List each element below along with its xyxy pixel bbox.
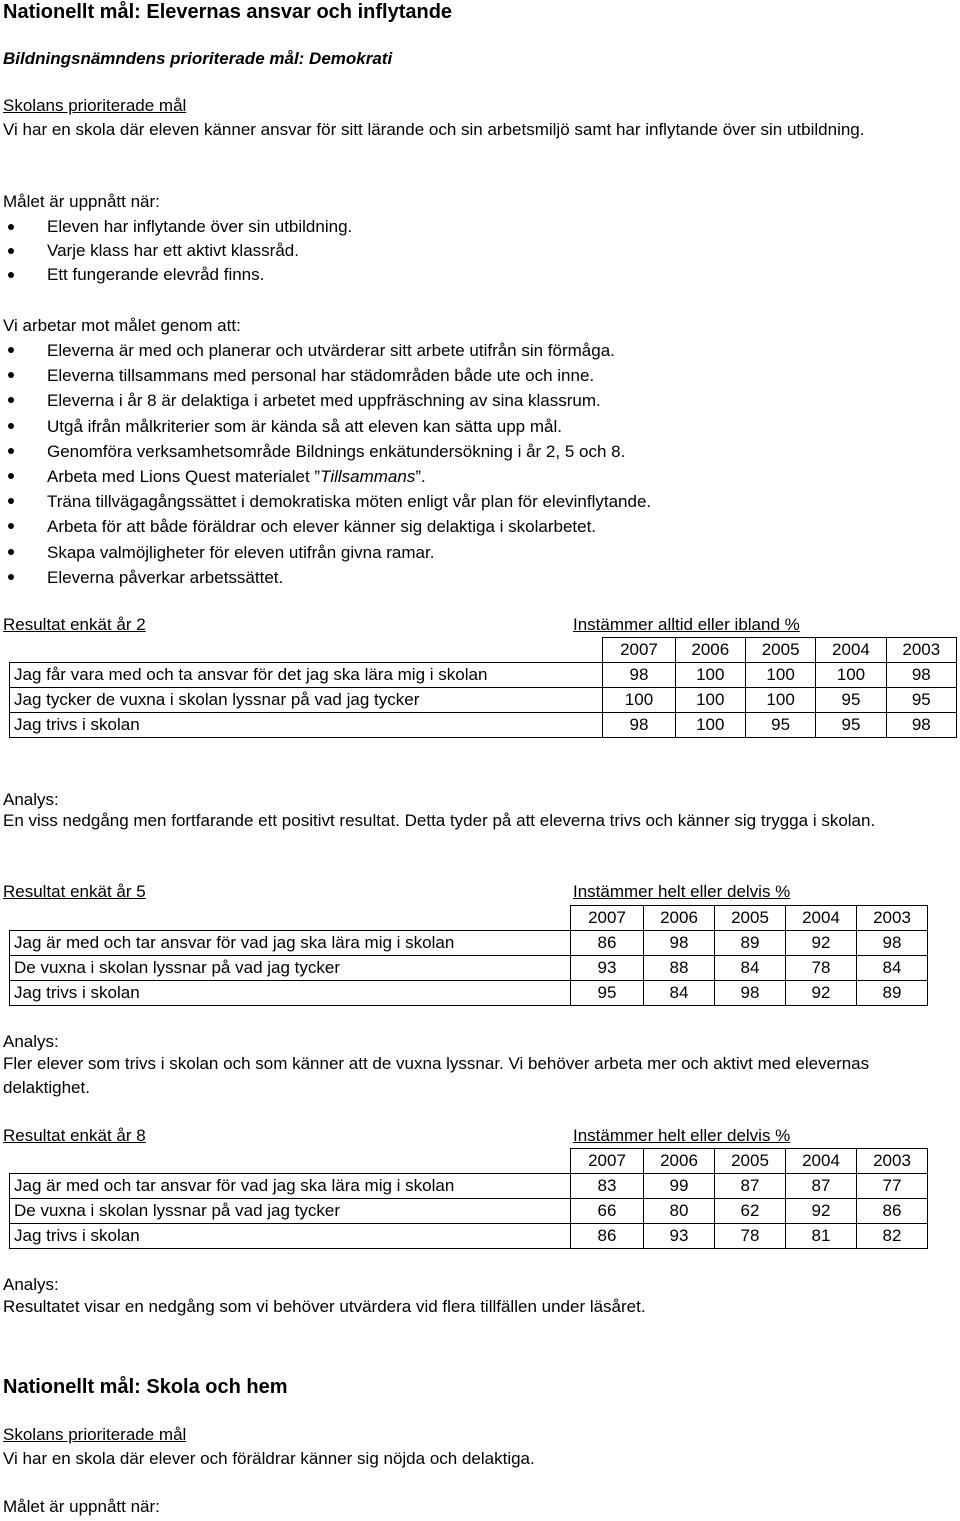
value-cell: 98 [857, 931, 928, 956]
year-header: 2004 [786, 1149, 857, 1174]
survey-5-header [3, 880, 790, 904]
list-item: Varje klass har ett aktivt klassråd. [3, 239, 953, 263]
value-cell: 100 [816, 663, 886, 688]
year-header: 2006 [644, 906, 715, 931]
list-item: Eleverna är med och planerar och utvärderar sitt arbete utifrån sin förmåga. [3, 338, 953, 363]
school-goal-text: Vi har en skola där elever och föräldrar känner sig nöjda och delaktiga. [3, 1449, 535, 1468]
value-cell: 86 [571, 1224, 644, 1249]
bullet-icon [8, 498, 14, 504]
bullet-icon [8, 473, 14, 479]
value-cell: 81 [786, 1224, 857, 1249]
achieved-heading: Målet är uppnått när: [3, 192, 160, 211]
bullet-icon [8, 423, 14, 429]
question-cell: Jag tycker de vuxna i skolan lyssnar på vad jag tycker [10, 688, 603, 713]
value-cell: 98 [886, 713, 956, 738]
list-item: Träna tillvägagångssättet i demokratiska möten enligt vår plan för elevinflytande. [3, 489, 953, 514]
table-row [10, 663, 957, 688]
value-cell: 92 [786, 931, 857, 956]
question-cell: Jag trivs i skolan [10, 713, 603, 738]
value-cell: 88 [644, 956, 715, 981]
table-row [10, 956, 928, 981]
section-title: Nationellt mål: Elevernas ansvar och inflytande [3, 1, 453, 23]
value-cell: 84 [715, 956, 786, 981]
value-cell: 98 [644, 931, 715, 956]
survey-measure: Instämmer alltid eller ibland % [573, 615, 800, 634]
list-item: Arbeta med Lions Quest materialet ”Tillsammans”. [3, 464, 953, 489]
analysis-label: Analys: [3, 1032, 59, 1051]
bullet-icon [8, 248, 14, 254]
value-cell: 100 [675, 688, 745, 713]
value-cell: 100 [603, 688, 675, 713]
question-cell: De vuxna i skolan lyssnar på vad jag tycker [10, 956, 571, 981]
school-goal-text: Vi har en skola där eleven känner ansvar för sitt lärande och sin arbetsmiljö samt har inflytande över sin utbildning. [3, 120, 865, 139]
table-header-row [10, 1149, 928, 1174]
table-row [10, 713, 957, 738]
list-item: Eleven har inflytande över sin utbildning. [3, 215, 953, 239]
year-header: 2007 [571, 906, 644, 931]
value-cell: 93 [571, 956, 644, 981]
achieved-heading: Målet är uppnått när: [3, 1497, 160, 1516]
survey-2-header [3, 613, 800, 637]
bullet-icon [8, 523, 14, 529]
list-item: Eleverna i år 8 är delaktiga i arbetet med uppfräschning av sina klassrum. [3, 388, 953, 413]
year-header: 2004 [816, 638, 886, 663]
year-header: 2006 [644, 1149, 715, 1174]
value-cell: 100 [675, 713, 745, 738]
value-cell: 62 [715, 1199, 786, 1224]
value-cell: 92 [786, 981, 857, 1006]
year-header: 2007 [571, 1149, 644, 1174]
value-cell: 100 [745, 688, 815, 713]
year-header: 2004 [786, 906, 857, 931]
work-list [3, 338, 953, 590]
survey-measure: Instämmer helt eller delvis % [573, 1126, 791, 1145]
list-item: Arbeta för att både föräldrar och elever känner sig delaktiga i skolarbetet. [3, 514, 953, 539]
value-cell: 95 [886, 688, 956, 713]
value-cell: 98 [603, 663, 675, 688]
list-item: Ett fungerande elevråd finns. [3, 263, 953, 287]
value-cell: 78 [715, 1224, 786, 1249]
year-header: 2003 [857, 906, 928, 931]
survey-2-table [9, 637, 957, 738]
section-subtitle: Bildningsnämndens prioriterade mål: Demokrati [3, 49, 393, 68]
table-header-row [10, 638, 957, 663]
value-cell: 89 [857, 981, 928, 1006]
value-cell: 99 [644, 1174, 715, 1199]
analysis-label: Analys: [3, 1275, 59, 1294]
year-header: 2005 [715, 1149, 786, 1174]
value-cell: 93 [644, 1224, 715, 1249]
list-item: Utgå ifrån målkriterier som är kända så att eleven kan sätta upp mål. [3, 414, 953, 439]
value-cell: 95 [571, 981, 644, 1006]
survey-8-table [9, 1148, 928, 1249]
value-cell: 86 [571, 931, 644, 956]
value-cell: 98 [603, 713, 675, 738]
year-header: 2005 [745, 638, 815, 663]
value-cell: 82 [857, 1224, 928, 1249]
value-cell: 80 [644, 1199, 715, 1224]
bullet-icon [8, 574, 14, 580]
school-goal-heading: Skolans prioriterade mål [3, 96, 187, 115]
question-cell: Jag är med och tar ansvar för vad jag ska lära mig i skolan [10, 1174, 571, 1199]
survey-8-header [3, 1124, 790, 1148]
bullet-icon [8, 272, 14, 278]
section-title: Nationellt mål: Skola och hem [3, 1376, 288, 1398]
bullet-icon [8, 448, 14, 454]
table-header-row [10, 906, 928, 931]
bullet-icon [8, 397, 14, 403]
value-cell: 87 [786, 1174, 857, 1199]
question-cell: Jag trivs i skolan [10, 981, 571, 1006]
year-header: 2007 [603, 638, 675, 663]
value-cell: 92 [786, 1199, 857, 1224]
question-cell: De vuxna i skolan lyssnar på vad jag tycker [10, 1199, 571, 1224]
work-heading: Vi arbetar mot målet genom att: [3, 316, 241, 335]
achieved-list [3, 215, 953, 287]
analysis-text: Fler elever som trivs i skolan och som känner att de vuxna lyssnar. Vi behöver arbeta mer och aktivt med elevernas delaktighet. [3, 1054, 870, 1097]
school-goal-heading: Skolans prioriterade mål [3, 1425, 187, 1444]
year-header: 2006 [675, 638, 745, 663]
table-row [10, 981, 928, 1006]
survey-5-table [9, 905, 928, 1006]
value-cell: 78 [786, 956, 857, 981]
value-cell: 95 [816, 688, 886, 713]
survey-title: Resultat enkät år 8 [3, 1126, 146, 1145]
list-item: Eleverna tillsammans med personal har städområden både ute och inne. [3, 363, 953, 388]
value-cell: 83 [571, 1174, 644, 1199]
bullet-icon [8, 347, 14, 353]
bullet-icon [8, 372, 14, 378]
value-cell: 77 [857, 1174, 928, 1199]
table-row [10, 1199, 928, 1224]
value-cell: 100 [675, 663, 745, 688]
bullet-icon [8, 224, 14, 230]
year-header: 2005 [715, 906, 786, 931]
table-row [10, 688, 957, 713]
value-cell: 100 [745, 663, 815, 688]
bullet-icon [8, 549, 14, 555]
value-cell: 95 [816, 713, 886, 738]
year-header: 2003 [886, 638, 956, 663]
question-cell: Jag är med och tar ansvar för vad jag ska lära mig i skolan [10, 931, 571, 956]
value-cell: 86 [857, 1199, 928, 1224]
analysis-label: Analys: [3, 790, 59, 809]
value-cell: 66 [571, 1199, 644, 1224]
value-cell: 87 [715, 1174, 786, 1199]
list-item: Skapa valmöjligheter för eleven utifrån givna ramar. [3, 540, 953, 565]
value-cell: 89 [715, 931, 786, 956]
year-header: 2003 [857, 1149, 928, 1174]
table-row [10, 1174, 928, 1199]
analysis-text: En viss nedgång men fortfarande ett positivt resultat. Detta tyder på att eleverna trivs och känner sig trygga i skolan. [3, 811, 876, 830]
question-cell: Jag trivs i skolan [10, 1224, 571, 1249]
list-item: Eleverna påverkar arbetssättet. [3, 565, 953, 590]
value-cell: 84 [857, 956, 928, 981]
value-cell: 98 [886, 663, 956, 688]
value-cell: 84 [644, 981, 715, 1006]
survey-title: Resultat enkät år 2 [3, 615, 146, 634]
survey-title: Resultat enkät år 5 [3, 882, 146, 901]
analysis-text: Resultatet visar en nedgång som vi behöver utvärdera vid flera tillfällen under läsåret. [3, 1297, 646, 1316]
list-item: Genomföra verksamhetsområde Bildnings enkätundersökning i år 2, 5 och 8. [3, 439, 953, 464]
question-cell: Jag får vara med och ta ansvar för det jag ska lära mig i skolan [10, 663, 603, 688]
survey-measure: Instämmer helt eller delvis % [573, 882, 791, 901]
table-row [10, 931, 928, 956]
value-cell: 95 [745, 713, 815, 738]
table-row [10, 1224, 928, 1249]
value-cell: 98 [715, 981, 786, 1006]
